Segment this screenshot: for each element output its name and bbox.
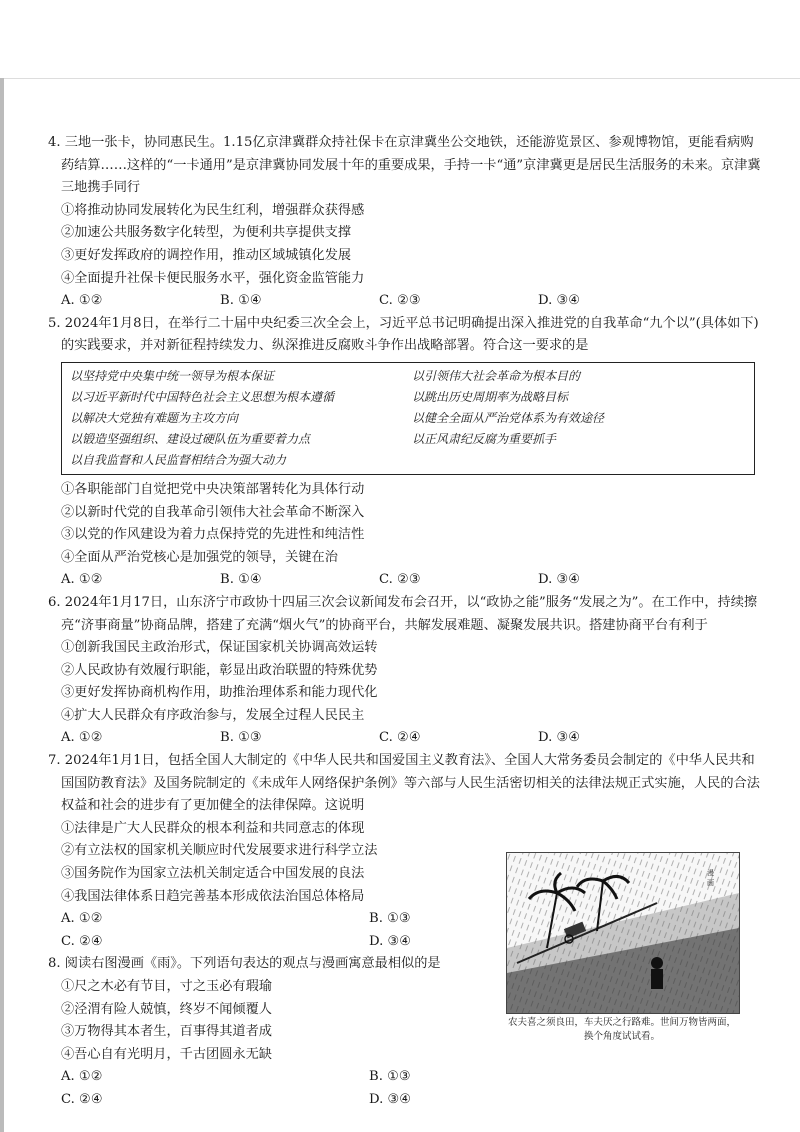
question-7-option-2: ②有立法权的国家机关顺应时代发展要求进行科学立法	[61, 843, 378, 859]
question-5-option-4: ④全面从严治党核心是加强党的领导，关键在治	[61, 549, 338, 565]
rain-cartoon	[506, 852, 740, 1014]
choice-a: A. ①②	[61, 1069, 103, 1085]
question-4-option-1: ①将推动协同发展转化为民生红利，增强群众获得感	[61, 202, 365, 218]
choice-d: D. ③④	[538, 730, 581, 746]
question-7-stem: 7. 2024年1月1日，包括全国人大制定的《中华人民共和国爱国主义教育法》、全国人大常务委员会制定的《中华人民共和国国防教育法》及国务院制定的《未成年人网络保护条例》等六部与人民生活密切相关的法律法规正式实施，人民的合法权益和社会的进步有了更加健全的法律保障。这说明	[48, 753, 760, 814]
question-4-stem: 4. 三地一张卡，协同惠民生。1.15亿京津冀群众持社保卡在京津冀坐公交地铁，还能游览景区、参观博物馆，更能看病购药结算……这样的“一卡通用”是京津冀协同发展十年的重要成果，手持一卡“通”京津冀更是居民生活服务的未来。京津冀三地携手同行	[48, 135, 761, 196]
question-8-choices	[48, 1066, 766, 1111]
question-8-option-2: ②泾渭有险人兢慎，终岁不闻倾覆人	[61, 1001, 272, 1017]
question-5-choices	[48, 569, 766, 592]
question-6-choices	[48, 727, 766, 750]
question-7-option-1: ①法律是广大人民群众的根本利益和共同意志的体现	[61, 820, 365, 836]
choice-b: B. ①③	[369, 1069, 411, 1085]
box-item: 以坚持党中央集中统一领导为根本保证	[70, 368, 275, 383]
nine-requirements-box	[61, 362, 755, 475]
choice-b: B. ①④	[220, 293, 262, 309]
scan-left-edge	[0, 78, 4, 1132]
choice-c: C. ②④	[61, 1091, 103, 1107]
choice-d: D. ③④	[369, 933, 412, 949]
box-item: 以锻造坚强组织、建设过硬队伍为重要着力点	[70, 431, 311, 446]
question-6-option-1: ①创新我国民主政治形式，保证国家机关协调高效运转	[61, 640, 378, 656]
choice-d: D. ③④	[369, 1091, 412, 1107]
rain-cartoon-drawing	[507, 853, 739, 1013]
question-5-option-2: ②以新时代党的自我革命引领伟大社会革命不断深入	[61, 504, 365, 520]
svg-text:画: 画	[707, 879, 714, 887]
svg-text:漫: 漫	[707, 869, 714, 877]
choice-b: B. ①③	[369, 911, 411, 927]
choice-a: A. ①②	[61, 911, 103, 927]
question-5-option-1: ①各职能部门自觉把党中央决策部署转化为具体行动	[61, 481, 365, 497]
question-6-option-2: ②人民政协有效履行职能，彰显出政治联盟的特殊优势	[61, 662, 378, 678]
box-item: 以健全全面从严治党体系为有效途径	[412, 410, 605, 425]
choice-c: C. ②④	[61, 933, 103, 949]
question-8-option-4: ④吾心自有光明月，千古团圆永无缺	[61, 1046, 272, 1062]
question-4-option-4: ④全面提升社保卡便民服务水平，强化资金监管能力	[61, 270, 365, 286]
choice-d: D. ③④	[538, 572, 581, 588]
box-item: 以正风肃纪反腐为重要抓手	[412, 431, 557, 446]
box-item: 以引领伟大社会革命为根本目的	[412, 368, 581, 383]
choice-a: A. ①②	[61, 730, 103, 746]
question-8-option-3: ③万物得其本者生，百事得其道者成	[61, 1024, 272, 1040]
question-5	[48, 313, 766, 592]
question-4-option-3: ③更好发挥政府的调控作用，推动区域城镇化发展	[61, 247, 352, 263]
question-8-option-1: ①尺之木必有节目，寸之玉必有瑕瑜	[61, 979, 272, 994]
box-item: 以自我监督和人民监督相结合为强大动力	[70, 452, 287, 467]
question-4-choices	[48, 290, 766, 313]
question-7-option-3: ③国务院作为国家立法机关制定适合中国发展的良法	[61, 866, 365, 882]
question-8-stem: 8. 阅读右图漫画《雨》。下列语句表达的观点与漫画寓意最相似的是	[48, 956, 441, 972]
question-6-option-3: ③更好发挥协商机构作用，助推治理体系和能力现代化	[61, 685, 378, 701]
question-5-option-3: ③以党的作风建设为着力点保持党的先进性和纯洁性	[61, 527, 365, 543]
box-item: 以解决大党独有难题为主攻方向	[70, 410, 239, 425]
question-5-stem: 5. 2024年1月8日，在举行二十届中央纪委三次全会上，习近平总书记明确提出深入推进党的自我革命“九个以”(具体如下)的实践要求，并对新征程持续发力、纵深推进反腐败斗争作出战略部署。符合这一要求的是	[48, 315, 759, 354]
choice-b: B. ①④	[220, 572, 262, 588]
question-6-stem: 6. 2024年1月17日，山东济宁市政协十四届三次会议新闻发布会召开，以“政协之能”服务“发展之为”。在工作中，持续擦亮“济事商量”协商品牌，搭建了充满“烟火气”的协商平台，共解发展难题、凝聚发展共识。搭建协商平台有利于	[48, 594, 758, 633]
choice-c: C. ②③	[379, 572, 421, 588]
question-6-option-4: ④扩大人民群众有序政治参与，发展全过程人民民主	[61, 707, 365, 723]
scan-top-margin	[0, 0, 800, 79]
choice-a: A. ①②	[61, 293, 103, 309]
choice-a: A. ①②	[61, 572, 103, 588]
cartoon-caption: 农夫喜之须良田，车夫厌之行路难。世间万物皆两面，换个角度试试看。	[507, 1017, 736, 1042]
box-item: 以习近平新时代中国特色社会主义思想为根本遵循	[70, 389, 335, 404]
question-4-option-2: ②加速公共服务数字化转型，为便利共享提供支撑	[61, 225, 352, 241]
question-7-option-4: ④我国法律体系日趋完善基本形成依法治国总体格局	[61, 888, 365, 904]
choice-c: C. ②④	[379, 730, 421, 746]
choice-c: C. ②③	[379, 293, 421, 309]
choice-b: B. ①③	[220, 730, 262, 746]
box-item: 以跳出历史周期率为战略目标	[412, 389, 569, 404]
choice-d: D. ③④	[538, 293, 581, 309]
question-6	[48, 592, 766, 750]
question-4	[48, 132, 766, 313]
